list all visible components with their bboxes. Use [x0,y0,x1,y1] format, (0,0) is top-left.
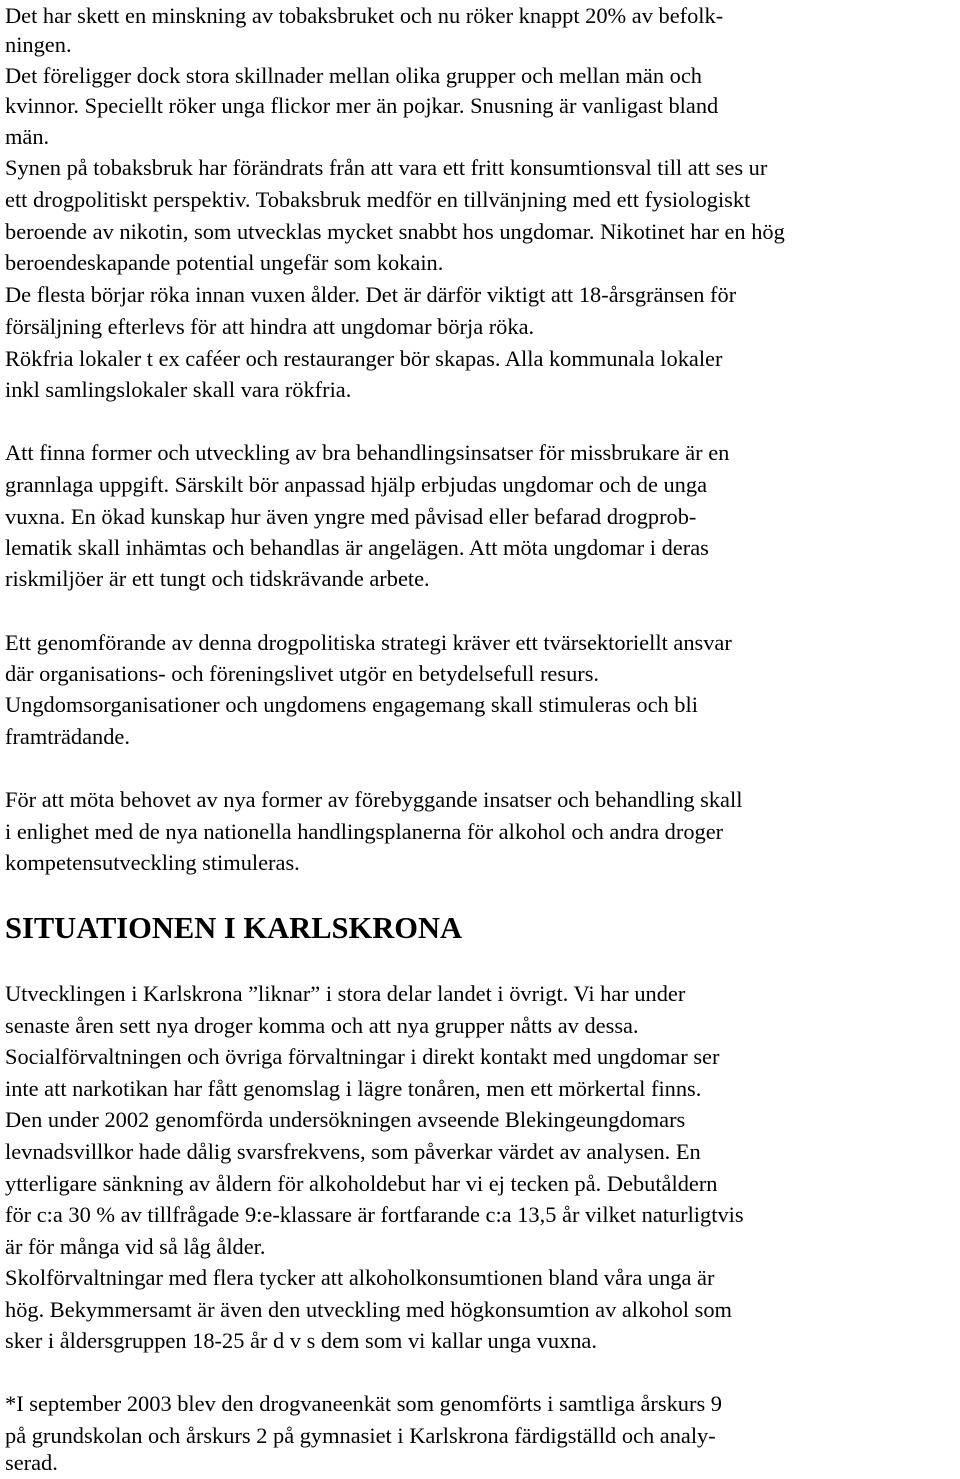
text-line: Socialförvaltningen och övriga förvaltningar i direkt kontakt med ungdomar ser [5,1044,720,1069]
text-line: Ett genomförande av denna drogpolitiska strategi kräver ett tvärsektoriellt ansvar [5,630,732,655]
text-line: hög. Bekymmersamt är även den utveckling med högkonsumtion av alkohol som [5,1297,732,1322]
footnote-line: *I september 2003 blev den drogvaneenkät som genomförts i samtliga årskurs 9 [5,1391,722,1416]
text-line: ett drogpolitiskt perspektiv. Tobaksbruk medför en tillvänjning med ett fysiologiskt [5,187,751,212]
text-line: för c:a 30 % av tillfrågade 9:e-klassare är fortfarande c:a 13,5 år vilket naturligtvis [5,1202,744,1227]
text-line: senaste åren sett nya droger komma och att nya grupper nåtts av dessa. [5,1013,639,1038]
text-line: ytterligare sänkning av åldern för alkoholdebut har vi ej tecken på. Debutåldern [5,1171,718,1196]
text-line: riskmiljöer är ett tungt och tidskrävande arbete. [5,566,430,591]
text-line: beroendeskapande potential ungefär som kokain. [5,250,444,275]
footnote-line: serad. [5,1450,58,1475]
text-line: inte att narkotikan har fått genomslag i lägre tonåren, men ett mörkertal finns. [5,1076,702,1101]
text-line: män. [5,124,50,149]
text-line: där organisations- och föreningslivet utgör en betydelsefull resurs. [5,661,600,686]
text-line: ningen. [5,32,72,57]
text-line: i enlighet med de nya nationella handlingsplanerna för alkohol och andra droger [5,819,724,844]
text-line: grannlaga uppgift. Särskilt bör anpassad hjälp erbjudas ungdomar och de unga [5,472,708,497]
text-line: beroende av nikotin, som utvecklas mycket snabbt hos ungdomar. Nikotinet har en hög [5,219,785,244]
text-line: För att möta behovet av nya former av förebyggande insatser och behandling skall [5,787,743,812]
text-line: kvinnor. Speciellt röker unga flickor mer än pojkar. Snusning är vanligast bland [5,93,719,118]
footnote-line: på grundskolan och årskurs 2 på gymnasiet i Karlskrona färdigställd och analy- [5,1423,716,1448]
text-line: inkl samlingslokaler skall vara rökfria. [5,377,352,402]
text-line: Att finna former och utveckling av bra behandlingsinsatser för missbrukare är en [5,440,730,465]
text-line: Det föreligger dock stora skillnader mellan olika grupper och mellan män och [5,63,702,88]
text-line: kompetensutveckling stimuleras. [5,850,300,875]
text-line: lematik skall inhämtas och behandlas är angelägen. Att möta ungdomar i deras [5,535,709,560]
text-line: sker i åldersgruppen 18-25 år d v s dem som vi kallar unga vuxna. [5,1328,597,1353]
text-line: Rökfria lokaler t ex caféer och restauranger bör skapas. Alla kommunala lokaler [5,346,723,371]
section-heading: SITUATIONEN I KARLSKRONA [5,911,463,945]
text-line: Ungdomsorganisationer och ungdomens engagemang skall stimuleras och bli [5,692,698,717]
text-line: Skolförvaltningar med flera tycker att alkoholkonsumtionen bland våra unga är [5,1265,715,1290]
text-line: framträdande. [5,724,130,749]
text-line: vuxna. En ökad kunskap hur även yngre med påvisad eller befarad drogprob- [5,504,697,529]
text-line: försäljning efterlevs för att hindra att ungdomar börja röka. [5,314,535,339]
text-line: De flesta börjar röka innan vuxen ålder. Det är därför viktigt att 18-årsgränsen för [5,282,737,307]
text-line: Den under 2002 genomförda undersökningen avseende Blekingeungdomars [5,1107,686,1132]
text-line: Det har skett en minskning av tobaksbruket och nu röker knappt 20% av befolk- [5,3,724,28]
text-line: levnadsvillkor hade dålig svarsfrekvens, som påverkar värdet av analysen. En [5,1139,701,1164]
text-line: Synen på tobaksbruk har förändrats från att vara ett fritt konsumtionsval till att ses ur [5,155,768,180]
text-line: Utvecklingen i Karlskrona ”liknar” i stora delar landet i övrigt. Vi har under [5,981,686,1006]
text-line: är för många vid så låg ålder. [5,1234,266,1259]
